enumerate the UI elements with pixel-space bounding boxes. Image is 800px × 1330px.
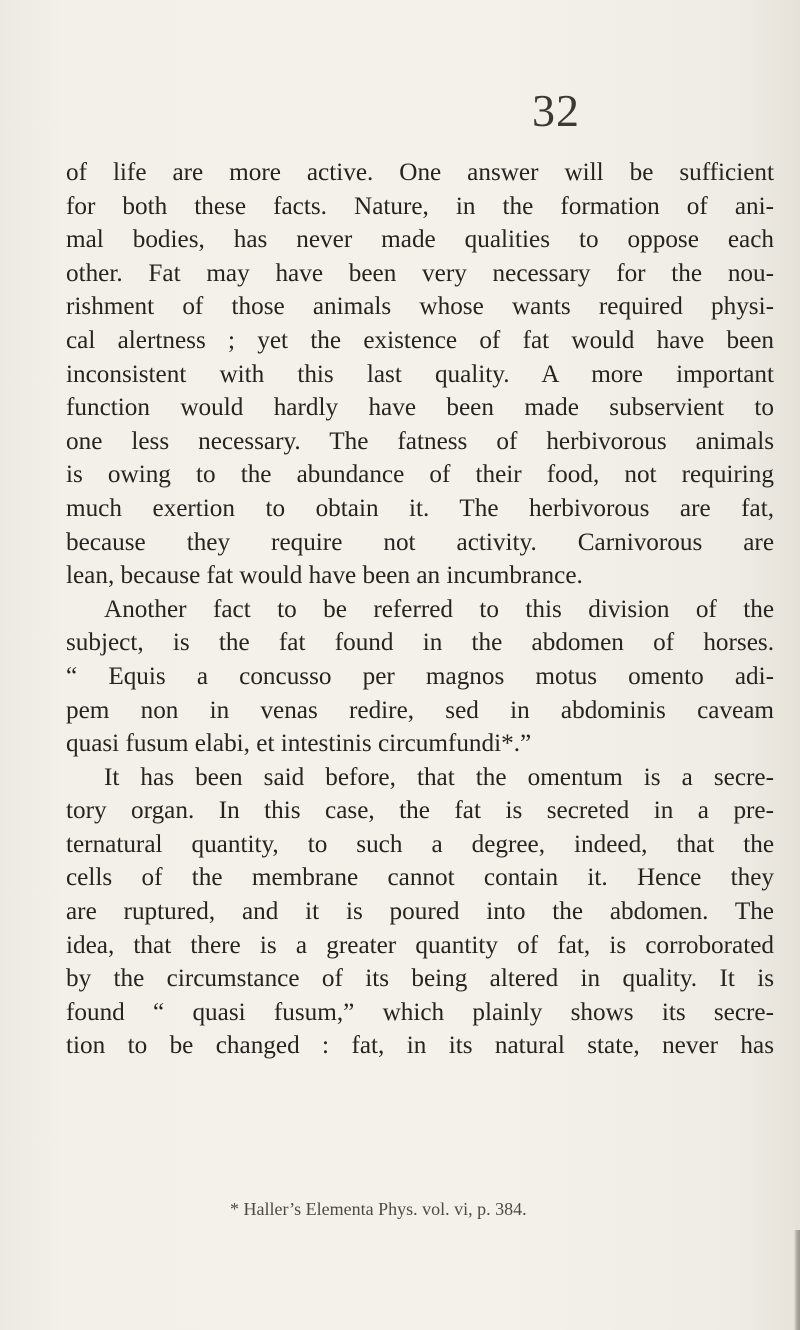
text-line: function would hardly have been made subservient to — [66, 394, 774, 422]
text-line: inconsistent with this last quality. A more important — [66, 360, 774, 388]
text-line: are ruptured, and it is poured into the abdomen. The — [66, 898, 774, 926]
text-line: of life are more active. One answer will be sufficient — [66, 159, 774, 186]
text-line: lean, because fat would have been an incumbrance. — [66, 562, 583, 590]
text-line: It has been said before, that the omentum is a secre- — [104, 763, 774, 791]
text-line: “ Equis a concusso per magnos motus omento adi- — [66, 662, 774, 690]
body-text — [66, 156, 774, 1063]
footnote: * Haller’s Elementa Phys. vol. vi, p. 384. — [230, 1199, 527, 1219]
text-line: quasi fusum elabi, et intestinis circumfundi*.” — [66, 730, 532, 758]
text-line: mal bodies, has never made qualities to oppose each — [66, 226, 774, 254]
text-line: cells of the membrane cannot contain it. Hence they — [66, 864, 774, 892]
text-line: Another fact to be referred to this division of the — [104, 595, 774, 623]
text-line: rishment of those animals whose wants required physi- — [66, 293, 774, 321]
text-line: much exertion to obtain it. The herbivorous are fat, — [66, 494, 774, 522]
text-line: tory organ. In this case, the fat is secreted in a pre- — [66, 797, 774, 825]
text-line: subject, is the fat found in the abdomen of horses. — [66, 629, 774, 657]
text-line: found “ quasi fusum,” which plainly shows its secre- — [66, 998, 774, 1026]
text-line: cal alertness ; yet the existence of fat would have been — [66, 326, 774, 354]
text-line: for both these facts. Nature, in the formation of ani- — [66, 192, 774, 220]
text-line: idea, that there is a greater quantity of fat, is corroborated — [66, 931, 774, 959]
page-number: 32 — [532, 85, 580, 136]
text-line: ternatural quantity, to such a degree, indeed, that the — [66, 830, 774, 858]
text-line: is owing to the abundance of their food, not requiring — [66, 461, 774, 489]
text-line: pem non in venas redire, sed in abdominis caveam — [66, 696, 774, 724]
text-line: other. Fat may have been very necessary for the nou- — [66, 259, 774, 287]
text-line: because they require not activity. Carnivorous are — [66, 528, 774, 556]
text-line: by the circumstance of its being altered in quality. It is — [66, 965, 774, 993]
page-edge-shadow — [794, 1230, 800, 1330]
text-line: one less necessary. The fatness of herbivorous animals — [66, 427, 774, 455]
text-line: tion to be changed : fat, in its natural state, never has — [66, 1032, 774, 1060]
